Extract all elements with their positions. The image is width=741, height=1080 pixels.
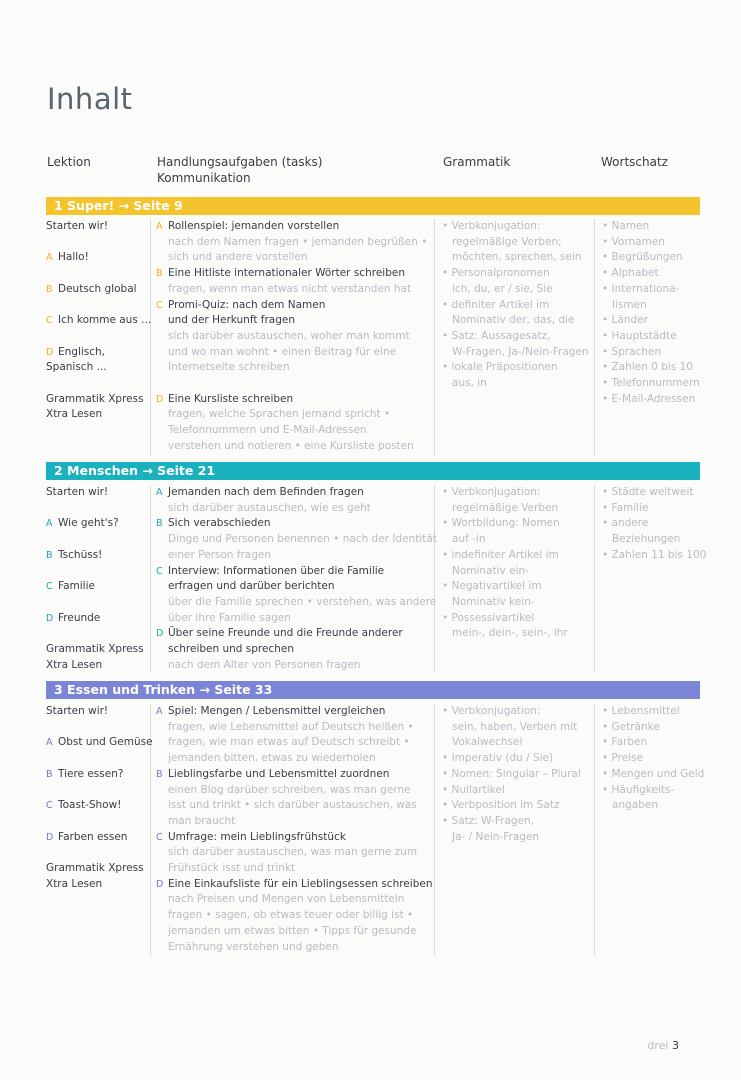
wortschatz-column — [602, 704, 706, 814]
wortschatz-item: • Städte weltweit — [602, 486, 694, 498]
task-key: D — [156, 393, 164, 405]
task-text: Frühstück isst und trinkt — [168, 862, 296, 875]
task-text: Umfrage: mein Lieblingsfrühstück — [168, 830, 346, 843]
task-text: und der Herkunft fragen — [168, 314, 296, 327]
lektion-label — [46, 721, 49, 733]
task-title — [156, 626, 436, 642]
lektion-column — [46, 219, 150, 423]
task-description — [156, 861, 436, 877]
task-text: über die Familie sprechen • verstehen, was andere — [168, 595, 437, 608]
lektion-label: Farben essen — [58, 830, 128, 843]
task-text: nach dem Alter von Personen fragen — [168, 658, 361, 671]
grammatik-item: • Verbkonjugation: — [442, 705, 541, 717]
task-title — [156, 877, 436, 893]
task-title — [156, 485, 436, 501]
wortschatz-item: • Telefonnummern — [602, 377, 700, 390]
lektion-label — [46, 267, 49, 279]
task-text: isst und trinkt • sich darüber austauschen, was — [168, 799, 417, 812]
lesson-key: D — [46, 612, 54, 624]
grammatik-item: • Nullartikel — [442, 783, 505, 796]
task-description — [156, 751, 436, 767]
lektion-item — [46, 783, 150, 799]
task-text: nach dem Namen fragen • jemanden begrüßen • — [168, 235, 428, 248]
lektion-item — [46, 877, 150, 893]
grammatik-item: • Wortbildung: Nomen — [442, 517, 560, 530]
task-description — [156, 360, 436, 376]
section-bar-2[interactable]: 2 Menschen → Seite 21 — [46, 462, 700, 480]
column-header-lektion: Lektion — [47, 155, 91, 169]
task-description — [156, 735, 436, 751]
task-text: Sich verabschieden — [168, 517, 271, 530]
lektion-label: Familie — [58, 580, 95, 593]
column-header-handlung — [157, 154, 322, 186]
lesson-key: B — [46, 283, 53, 295]
lektion-item — [46, 266, 150, 282]
task-description — [156, 783, 436, 799]
task-title — [156, 830, 436, 846]
lektion-column — [46, 704, 153, 892]
lektion-label: Spanisch ... — [46, 361, 107, 374]
task-description — [156, 250, 436, 266]
wortschatz-item: • Lebensmittel — [602, 705, 680, 717]
task-text: fragen, wie man etwas auf Deutsch schreibt • — [168, 736, 410, 749]
lektion-label: Tschüss! — [58, 548, 103, 561]
wortschatz-item: • Farben — [602, 736, 648, 749]
task-key: C — [156, 831, 163, 843]
task-text: Spiel: Mengen / Lebensmittel vergleichen — [168, 705, 386, 717]
task-key: B — [156, 768, 163, 780]
task-text: fragen • sagen, ob etwas teuer oder billig ist • — [168, 909, 414, 922]
lektion-label — [46, 596, 49, 608]
grammatik-column — [442, 704, 592, 845]
lektion-item — [46, 392, 150, 408]
task-description — [156, 235, 436, 251]
wortschatz-item: • Begrüßungen — [602, 251, 683, 264]
wortschatz-item: • andere — [602, 517, 649, 530]
lektion-item — [46, 751, 150, 767]
lektion-item — [46, 595, 150, 611]
grammatik-item: • Verbkonjugation: — [442, 220, 541, 232]
column-header-grammatik: Grammatik — [443, 155, 511, 169]
wortschatz-item: angaben — [602, 799, 658, 812]
task-text: Eine Kursliste schreiben — [168, 392, 294, 405]
grammatik-item: Nominativ ein- — [442, 564, 529, 577]
grammatik-item: regelmäßige Verben — [442, 501, 559, 514]
wortschatz-item: • Mengen und Geld — [602, 767, 705, 780]
task-title — [156, 704, 436, 720]
wortschatz-item: Beziehungen — [602, 533, 681, 546]
lektion-label: Ich komme aus ... — [58, 314, 152, 327]
task-text: sich darüber austauschen, woher man kommt — [168, 329, 410, 342]
wortschatz-item: • Alphabet — [602, 267, 659, 280]
task-text: Telefonnummern und E-Mail-Adressen — [168, 424, 367, 437]
task-key: B — [156, 268, 163, 280]
task-text: jemanden bitten, etwas zu wiederholen — [168, 752, 376, 765]
lektion-label: Xtra Lesen — [46, 408, 103, 421]
task-title — [156, 298, 436, 314]
lektion-item — [46, 845, 150, 861]
task-text: erfragen und darüber berichten — [168, 580, 335, 593]
task-text: Jemanden nach dem Befinden fragen — [168, 486, 364, 498]
lektion-item — [46, 313, 150, 329]
task-description — [156, 892, 436, 908]
lektion-label: Freunde — [58, 611, 101, 624]
task-text: man braucht — [168, 814, 236, 827]
task-title — [156, 579, 436, 595]
lektion-item — [46, 579, 150, 595]
section-bar-3[interactable]: 3 Essen und Trinken → Seite 33 — [46, 681, 700, 699]
lektion-label — [46, 502, 49, 514]
task-text: sich darüber austauschen, wie es geht — [168, 501, 371, 514]
task-text — [168, 377, 171, 389]
lektion-label — [46, 846, 49, 858]
task-key: D — [156, 878, 164, 890]
grammatik-item: sein, haben, Verben mit — [442, 720, 578, 733]
lektion-label: Tiere essen? — [58, 767, 124, 780]
lektion-item — [46, 298, 150, 314]
grammatik-item: • indefiniter Artikel im — [442, 548, 559, 561]
task-description — [156, 439, 436, 455]
grammatik-item: regelmäßige Verben; — [442, 235, 562, 248]
task-text: Dinge und Personen benennen • nach der Identität — [168, 533, 437, 546]
divider — [594, 219, 595, 455]
lesson-key: C — [46, 315, 53, 327]
lektion-label: Obst und Gemüse — [58, 736, 153, 749]
task-text: Lieblingsfarbe und Lebensmittel zuordnen — [168, 767, 390, 780]
lektion-label: Starten wir! — [46, 220, 109, 232]
wortschatz-item: • Zahlen 11 bis 100 — [602, 548, 707, 561]
task-title — [156, 564, 436, 580]
lektion-label — [46, 815, 49, 827]
lektion-label — [46, 330, 49, 342]
divider — [594, 485, 595, 673]
lektion-item — [46, 501, 150, 517]
lesson-key: D — [46, 831, 54, 843]
grammatik-item: • Personalpronomen — [442, 267, 550, 280]
task-text: jemanden um etwas bitten • Tipps für gesunde — [168, 924, 417, 937]
tasks-column — [156, 704, 436, 955]
grammatik-item: aus, in — [442, 377, 487, 390]
task-key: C — [156, 299, 163, 311]
wortschatz-item: • Länder — [602, 314, 648, 327]
lektion-label: Grammatik Xpress — [46, 643, 144, 656]
wortschatz-item: • Zahlen 0 bis 10 — [602, 361, 693, 374]
divider — [150, 219, 151, 455]
lektion-item — [46, 704, 150, 720]
wortschatz-item: • Namen — [602, 220, 650, 232]
lektion-item — [46, 407, 150, 423]
section-3 — [46, 704, 706, 958]
lektion-item — [46, 830, 150, 846]
task-text: Eine Hitliste internationaler Wörter schreiben — [168, 267, 405, 280]
lektion-item — [46, 485, 150, 501]
task-description — [156, 329, 436, 345]
task-title — [156, 767, 436, 783]
wortschatz-item: • Internationa- — [602, 282, 680, 295]
lektion-label — [46, 377, 49, 389]
task-key: B — [156, 518, 163, 530]
task-text: verstehen und notieren • eine Kursliste posten — [168, 439, 414, 452]
lesson-key: A — [46, 252, 53, 264]
task-text: Über seine Freunde und die Freunde anderer — [168, 627, 403, 640]
lektion-label: Xtra Lesen — [46, 877, 103, 890]
lektion-item — [46, 532, 150, 548]
grammatik-item: • Satz: Aussagesatz, — [442, 329, 551, 342]
task-description — [156, 423, 436, 439]
section-bar-1[interactable]: 1 Super! → Seite 9 — [46, 197, 700, 215]
lektion-label: Xtra Lesen — [46, 658, 103, 671]
task-description — [156, 940, 436, 956]
task-description — [156, 501, 436, 517]
task-text: fragen, wie Lebensmittel auf Deutsch heißen • — [168, 720, 414, 733]
lektion-label: Starten wir! — [46, 705, 109, 717]
lektion-label — [46, 565, 49, 577]
lektion-item — [46, 798, 150, 814]
task-text: fragen, wenn man etwas nicht verstanden hat — [168, 282, 412, 295]
grammatik-item: • definiter Artikel im — [442, 298, 550, 311]
wortschatz-item: • Hauptstädte — [602, 329, 677, 342]
task-text: einer Person fragen — [168, 548, 271, 561]
column-header-handlung-sub: Kommunikation — [157, 171, 251, 185]
lektion-item — [46, 235, 150, 251]
wortschatz-item: • Getränke — [602, 720, 660, 733]
task-description — [156, 376, 436, 392]
page-number — [647, 1039, 679, 1052]
task-text: einen Blog darüber schreiben, was man gerne — [168, 783, 411, 796]
lektion-item — [46, 516, 150, 532]
wortschatz-item: • Familie — [602, 501, 649, 514]
lektion-item — [46, 219, 150, 235]
grammatik-item: • Possessivartikel — [442, 611, 535, 624]
grammatik-item: • Negativartikel im — [442, 580, 542, 593]
lektion-item — [46, 861, 150, 877]
task-text: sich darüber austauschen, was man gerne zum — [168, 846, 418, 859]
lektion-item — [46, 642, 150, 658]
tasks-column — [156, 219, 436, 455]
lektion-label — [46, 752, 49, 764]
task-key: C — [156, 565, 163, 577]
page-title: Inhalt — [47, 82, 133, 116]
grammatik-item: mein-, dein-, sein-, ihr — [442, 627, 568, 640]
task-description — [156, 720, 436, 736]
lektion-item — [46, 720, 150, 736]
task-text: Rollenspiel: jemanden vorstellen — [168, 220, 340, 232]
lektion-label — [46, 627, 49, 639]
lektion-item — [46, 658, 150, 674]
task-text: und wo man wohnt • einen Beitrag für eine — [168, 345, 397, 358]
lektion-item — [46, 626, 150, 642]
task-title — [156, 313, 436, 329]
divider — [150, 485, 151, 673]
task-description — [156, 908, 436, 924]
lektion-item — [46, 564, 150, 580]
lektion-label — [46, 533, 49, 545]
wortschatz-item: • Vornamen — [602, 235, 665, 248]
task-description — [156, 407, 436, 423]
lesson-key: A — [46, 518, 53, 530]
task-title — [156, 266, 436, 282]
task-description — [156, 658, 436, 674]
task-text: sich und andere vorstellen — [168, 251, 308, 264]
task-description — [156, 845, 436, 861]
lektion-item — [46, 767, 150, 783]
task-description — [156, 345, 436, 361]
lesson-key: D — [46, 346, 54, 358]
page-number-word: drei — [647, 1039, 669, 1052]
lektion-label — [46, 784, 49, 796]
task-key: A — [156, 221, 163, 232]
wortschatz-item: • E-Mail-Adressen — [602, 392, 696, 405]
grammatik-item: • Imperativ (du / Sie) — [442, 752, 554, 765]
lektion-label: Hallo! — [58, 251, 89, 264]
section-1 — [46, 219, 706, 457]
task-title — [156, 516, 436, 532]
lektion-item — [46, 548, 150, 564]
task-key: A — [156, 706, 163, 717]
page-number-digit: 3 — [672, 1039, 679, 1052]
lektion-item — [46, 360, 150, 376]
lektion-item — [46, 282, 150, 298]
tasks-column — [156, 485, 436, 673]
lektion-item — [46, 611, 150, 627]
task-text: über ihre Familie sagen — [168, 611, 291, 624]
task-text: schreiben und sprechen — [168, 643, 295, 656]
task-description — [156, 282, 436, 298]
grammatik-item: • Nomen: Singular – Plural — [442, 767, 581, 780]
lektion-item — [46, 814, 150, 830]
task-key: D — [156, 628, 164, 640]
task-description — [156, 611, 436, 627]
grammatik-item: ich, du, er / sie, Sie — [442, 282, 553, 295]
lektion-label: Starten wir! — [46, 486, 109, 498]
task-text: fragen, welche Sprachen jemand spricht • — [168, 408, 391, 421]
wortschatz-item: • Häufigkeits- — [602, 783, 675, 796]
lektion-item — [46, 250, 150, 266]
divider — [594, 704, 595, 956]
lektion-item — [46, 735, 153, 751]
lesson-key: C — [46, 581, 53, 593]
task-key: A — [156, 487, 163, 498]
task-text: Interview: Informationen über die Familie — [168, 564, 385, 577]
wortschatz-item: • Preise — [602, 752, 644, 765]
grammatik-item: • Satz: W-Fragen, — [442, 814, 535, 827]
lesson-key: C — [46, 800, 53, 812]
lesson-key: B — [46, 549, 53, 561]
task-description — [156, 548, 436, 564]
lektion-item — [46, 376, 150, 392]
task-description — [156, 798, 436, 814]
task-title — [156, 642, 436, 658]
lektion-label: Toast-Show! — [58, 799, 122, 812]
task-description — [156, 595, 436, 611]
task-text: Internetseite schreiben — [168, 361, 290, 374]
task-text: Ernährung verstehen und geben — [168, 940, 339, 953]
grammatik-item: möchten, sprechen, sein — [442, 251, 582, 264]
wortschatz-column — [602, 485, 706, 564]
lektion-item — [46, 329, 150, 345]
wortschatz-item: • Sprachen — [602, 345, 662, 358]
grammatik-item: • Verbposition im Satz — [442, 799, 560, 812]
grammatik-item: • Verbkonjugation: — [442, 486, 541, 498]
lesson-key: B — [46, 768, 53, 780]
grammatik-item: auf -in — [442, 533, 486, 546]
grammatik-item: Nominativ der, das, die — [442, 314, 575, 327]
lektion-label: Englisch, — [58, 345, 106, 358]
grammatik-item: W-Fragen, Ja-/Nein-Fragen — [442, 345, 589, 358]
task-description — [156, 924, 436, 940]
column-header-wortschatz: Wortschatz — [601, 155, 668, 169]
wortschatz-item: lismen — [602, 298, 647, 311]
grammatik-column — [442, 219, 592, 392]
grammatik-column — [442, 485, 592, 642]
lektion-label: Grammatik Xpress — [46, 392, 144, 405]
lektion-label — [46, 236, 49, 248]
task-title — [156, 219, 436, 235]
lektion-label: Wie geht's? — [58, 517, 119, 530]
task-text: nach Preisen und Mengen von Lebensmitteln — [168, 893, 405, 906]
lektion-label: Deutsch global — [58, 282, 137, 295]
column-header-handlung-title: Handlungsaufgaben (tasks) — [157, 155, 323, 169]
task-description — [156, 814, 436, 830]
wortschatz-column — [602, 219, 706, 407]
lektion-column — [46, 485, 150, 673]
task-description — [156, 532, 436, 548]
task-text: Eine Einkaufsliste für ein Lieblingsessen schreiben — [168, 877, 433, 890]
lektion-item — [46, 345, 150, 361]
section-2 — [46, 485, 706, 675]
lesson-key: A — [46, 737, 53, 749]
lektion-label — [46, 299, 49, 311]
grammatik-item: Nominativ kein- — [442, 595, 535, 608]
task-text: Promi-Quiz: nach dem Namen — [168, 298, 326, 311]
grammatik-item: • lokale Präpositionen — [442, 361, 558, 374]
grammatik-item: Ja- / Nein-Fragen — [442, 830, 540, 843]
grammatik-item: Vokalwechsel — [442, 736, 523, 749]
lektion-label: Grammatik Xpress — [46, 862, 144, 875]
task-title — [156, 392, 436, 408]
